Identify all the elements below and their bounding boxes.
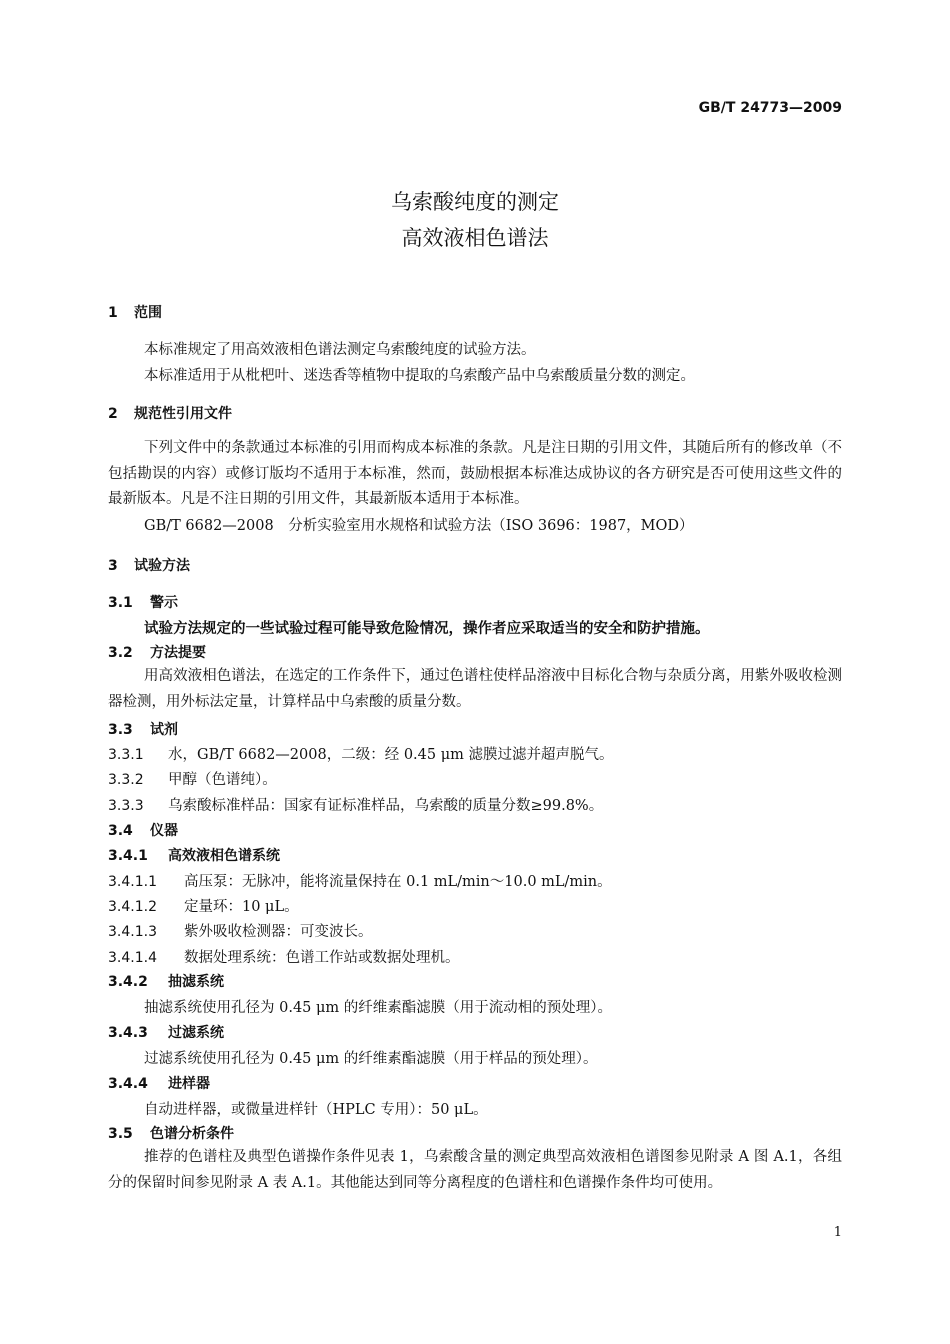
subsubsection-title: 抽滤系统 (168, 974, 224, 990)
subsubsection-number: 3.4.1 (108, 848, 148, 864)
list-item (108, 743, 614, 764)
subsubsection-number: 3.4.3 (108, 1025, 148, 1041)
item-number: 3.3.3 (108, 798, 144, 814)
item-number: 3.4.1.4 (108, 950, 157, 966)
section-heading (108, 555, 190, 575)
list-item (108, 946, 460, 967)
subsection-title: 试剂 (150, 722, 178, 738)
section-number: 2 (108, 406, 118, 422)
section-number: 3 (108, 558, 118, 574)
item-text: 高压泵：无脉冲，能将流量保持在 0.1 mL/min～10.0 mL/min。 (184, 874, 612, 890)
list-item (108, 895, 299, 916)
subsubsection-title: 高效液相色谱系统 (168, 848, 280, 864)
paragraph: 用高效液相色谱法，在选定的工作条件下，通过色谱柱使样品溶液中目标化合物与杂质分离，用紫外吸收检测器检测，用外标法定量，计算样品中乌索酸的质量分数。 (108, 668, 842, 710)
item-text: 甲醇（色谱纯）。 (168, 772, 277, 788)
subsection-heading (108, 1123, 234, 1143)
standard-code: GB/T 24773—2009 (698, 100, 842, 116)
paragraph: 下列文件中的条款通过本标准的引用而构成本标准的条款。凡是注日期的引用文件，其随后所有的修改单（不包括勘误的内容）或修订版均不适用于本标准，然而，鼓励根据本标准达成协议的各方研究是否可使用这些文件的最新版本。凡是不注日期的引用文件，其最新版本适用于本标准。 (108, 440, 842, 507)
paragraph: 推荐的色谱柱及典型色谱操作条件见表 1，乌索酸含量的测定典型高效液相色谱图参见附录 A 图 A.1，各组分的保留时间参见附录 A 表 A.1。其他能达到同等分离程度的色谱柱和色谱操作条件均可使用。 (108, 1149, 842, 1191)
item-text: 紫外吸收检测器：可变波长。 (184, 924, 373, 940)
section-heading (108, 302, 162, 322)
item-number: 3.3.2 (108, 772, 144, 788)
paragraph: 本标准规定了用高效液相色谱法测定乌索酸纯度的试验方法。 (144, 342, 536, 358)
warning-text: 试验方法规定的一些试验过程可能导致危险情况，操作者应采取适当的安全和防护措施。 (144, 621, 710, 637)
paragraph: 过滤系统使用孔径为 0.45 μm 的纤维素酯滤膜（用于样品的预处理）。 (144, 1051, 598, 1067)
section-title: 规范性引用文件 (134, 406, 232, 422)
paragraph: 本标准适用于从枇杷叶、迷迭香等植物中提取的乌索酸产品中乌索酸质量分数的测定。 (144, 368, 695, 384)
item-text: 定量环：10 μL。 (184, 899, 299, 915)
subsubsection-number: 3.4.2 (108, 974, 148, 990)
subsection-title: 方法提要 (150, 645, 206, 661)
item-number: 3.4.1.1 (108, 874, 157, 890)
paragraph: 自动进样器，或微量进样针（HPLC 专用）：50 μL。 (144, 1102, 488, 1118)
page-number: 1 (833, 1225, 842, 1240)
section-title: 范围 (134, 305, 162, 321)
document-title-line2: 高效液相色谱法 (401, 226, 549, 250)
item-text: 数据处理系统：色谱工作站或数据处理机。 (184, 950, 460, 966)
subsubsection-number: 3.4.4 (108, 1076, 148, 1092)
subsection-number: 3.2 (108, 645, 133, 661)
item-number: 3.3.1 (108, 747, 144, 763)
section-number: 1 (108, 305, 118, 321)
subsection-heading (108, 592, 178, 612)
item-number: 3.4.1.2 (108, 899, 157, 915)
subsection-number: 3.3 (108, 722, 133, 738)
subsection-number: 3.4 (108, 823, 133, 839)
item-number: 3.4.1.3 (108, 924, 157, 940)
subsubsection-heading (108, 1022, 224, 1042)
subsubsection-heading (108, 971, 224, 991)
list-item (108, 768, 277, 789)
subsection-number: 3.5 (108, 1126, 133, 1142)
subsection-title: 色谱分析条件 (150, 1126, 234, 1142)
subsubsection-title: 进样器 (168, 1076, 210, 1092)
subsubsection-heading (108, 845, 280, 865)
section-title: 试验方法 (134, 558, 190, 574)
normative-reference: GB/T 6682—2008 分析实验室用水规格和试验方法（ISO 3696：1987，MOD） (144, 518, 694, 534)
subsubsection-heading (108, 1073, 210, 1093)
section-heading (108, 403, 232, 423)
paragraph: 抽滤系统使用孔径为 0.45 μm 的纤维素酯滤膜（用于流动相的预处理）。 (144, 1000, 613, 1016)
subsection-heading (108, 642, 206, 662)
list-item (108, 794, 603, 815)
subsection-title: 警示 (150, 595, 178, 611)
list-item (108, 920, 373, 941)
subsection-heading (108, 719, 178, 739)
item-text: 乌索酸标准样品：国家有证标准样品，乌索酸的质量分数≥99.8%。 (168, 798, 604, 814)
item-text: 水，GB/T 6682—2008，二级：经 0.45 μm 滤膜过滤并超声脱气。 (168, 747, 614, 763)
subsubsection-title: 过滤系统 (168, 1025, 224, 1041)
subsection-heading (108, 820, 178, 840)
subsection-title: 仪器 (150, 823, 178, 839)
subsection-number: 3.1 (108, 595, 133, 611)
document-title-line1: 乌索酸纯度的测定 (391, 190, 559, 214)
list-item (108, 870, 612, 891)
